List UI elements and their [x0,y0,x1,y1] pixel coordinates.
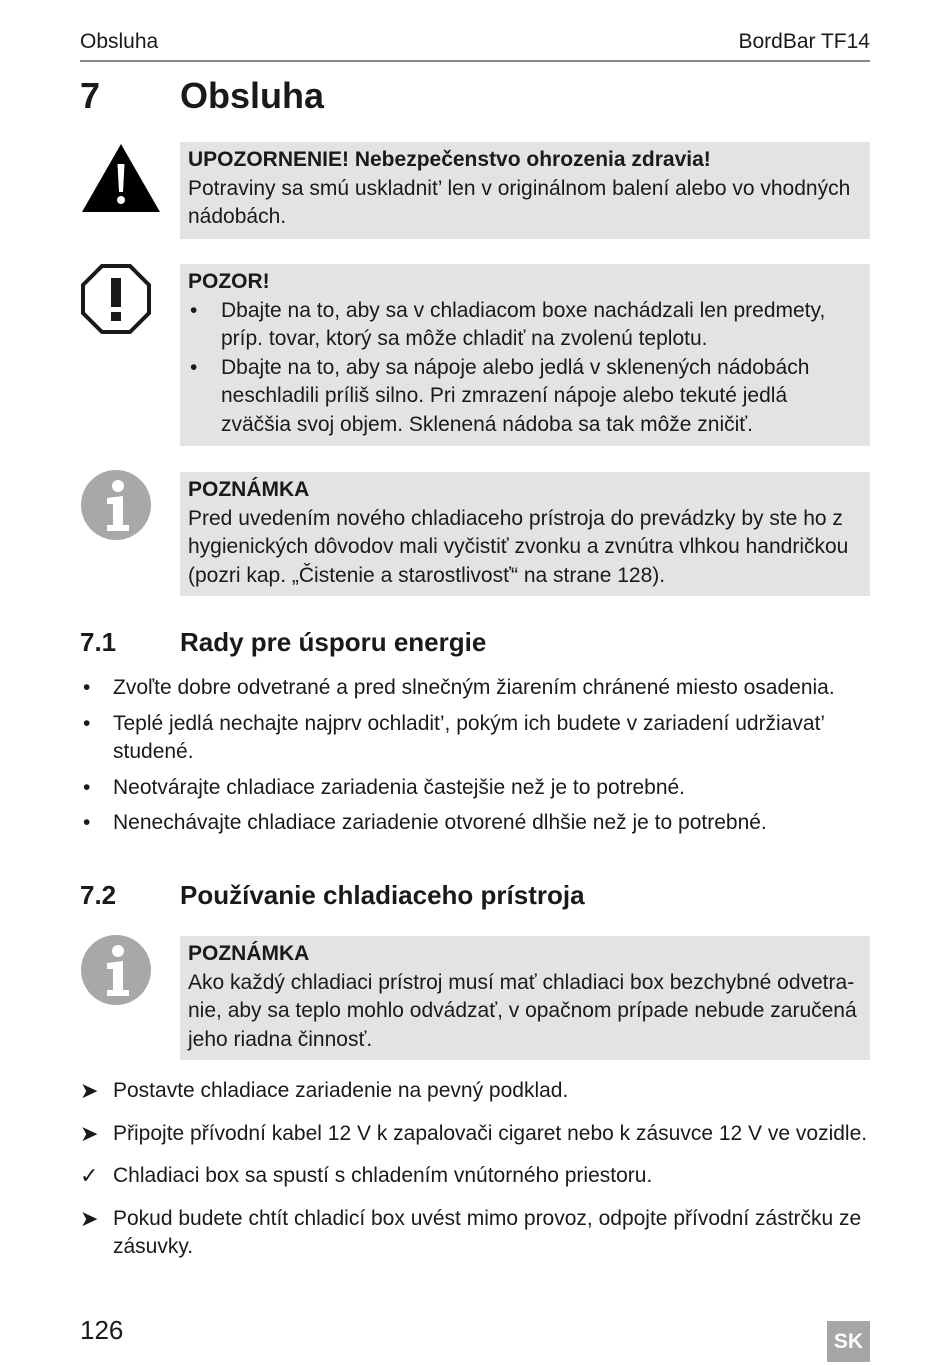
arrow-icon: ➤ [80,1078,99,1103]
warning-text: Potraviny sa smú uskladnit’ len v originálnom balení alebo vo vhodných nádobách. [188,176,851,228]
section-title: Rady pre úsporu energie [180,627,487,657]
info-icon [80,934,152,1006]
step-text: Připojte přívodní kabel 12 V k zapalovači cigaret nebo k zásuvce 12 V ve vozidle. [113,1121,868,1145]
step-text: Pokud budete chtít chladicí box uvést mimo provoz, odpojte přívodní zástrčku ze zásuvky. [113,1206,862,1258]
caution-list [188,297,862,440]
energy-tips-list [80,674,870,845]
note-box [180,936,870,1060]
note-text: Ako každý chladiaci prístroj musí mať chladiaci box bezchybné odvetra-nie, aby sa teplo mohlo odvádzať, v opačnom prípade nebude zaručená jeho riadna činnosť. [188,970,857,1051]
arrow-icon: ➤ [80,1120,99,1146]
warning-box [180,142,870,239]
result-text: Chladiaci box sa spustí s chladením vnútorného priestoru. [113,1164,653,1187]
caution-box [180,264,870,446]
page-header [80,28,870,62]
step-item [80,1120,870,1149]
step-item [80,1077,870,1106]
section-number: 7.1 [80,627,117,657]
section-title: Používanie chladiaceho prístroja [180,880,585,910]
note-text: Pred uvedením nového chladiaceho prístroja do prevádzky by ste ho z hygienických dôvodov mali vyčistiť zvonku a zvnútra vlhkou handričkou (pozri kap. „Čistenie a starostlivosť“ na strane 128). [188,506,849,587]
warning-triangle-icon [80,142,162,214]
chapter-title: Obsluha [180,75,325,116]
language-badge: SK [827,1321,870,1362]
list-item: • Teplé jedlá nechajte najprv ochladit’, pokým ich budete v zariadení udržiavat’ studené. [80,710,870,767]
caution-title: POZOR! [188,270,270,293]
header-section-name: Obsluha [80,30,159,53]
list-item: • Nenechávajte chladiace zariadenie otvorené dlhšie než je to potrebné. [80,809,870,838]
check-icon: ✓ [80,1163,99,1188]
section-number: 7.2 [80,880,117,910]
info-icon [80,469,152,541]
header-product-name: BordBar TF14 [738,30,870,53]
step-text: Postavte chladiace zariadenie na pevný podklad. [113,1079,569,1102]
note-title: POZNÁMKA [188,942,310,965]
warning-title: UPOZORNENIE! Nebezpečenstvo ohrozenia zdravia! [188,148,711,171]
page-number: 126 [80,1315,124,1345]
step-item [80,1205,870,1262]
caution-item: • Dbajte na to, aby sa v chladiacom boxe nachádzali len predmety, príp. tovar, ktorý sa môže chladiť na zvolenú teplotu. [188,297,862,354]
list-item: • Zvoľte dobre odvetrané a pred slnečným žiarením chránené miesto osadenia. [80,674,870,703]
arrow-icon: ➤ [80,1205,99,1231]
result-item [80,1162,870,1191]
caution-octagon-icon [80,263,152,335]
note-title: POZNÁMKA [188,478,310,501]
caution-item: • Dbajte na to, aby sa nápoje alebo jedlá v sklenených nádobách neschladili príliš silno. Pri zmrazení nápoje alebo tekuté jedlá zväčšia svoj objem. Sklenená nádoba sa tak môže zničiť. [188,354,862,440]
instruction-steps [80,1077,870,1276]
chapter-number: 7 [80,75,101,116]
list-item: • Neotvárajte chladiace zariadenia častejšie než je to potrebné. [80,774,870,803]
note-box [180,472,870,596]
